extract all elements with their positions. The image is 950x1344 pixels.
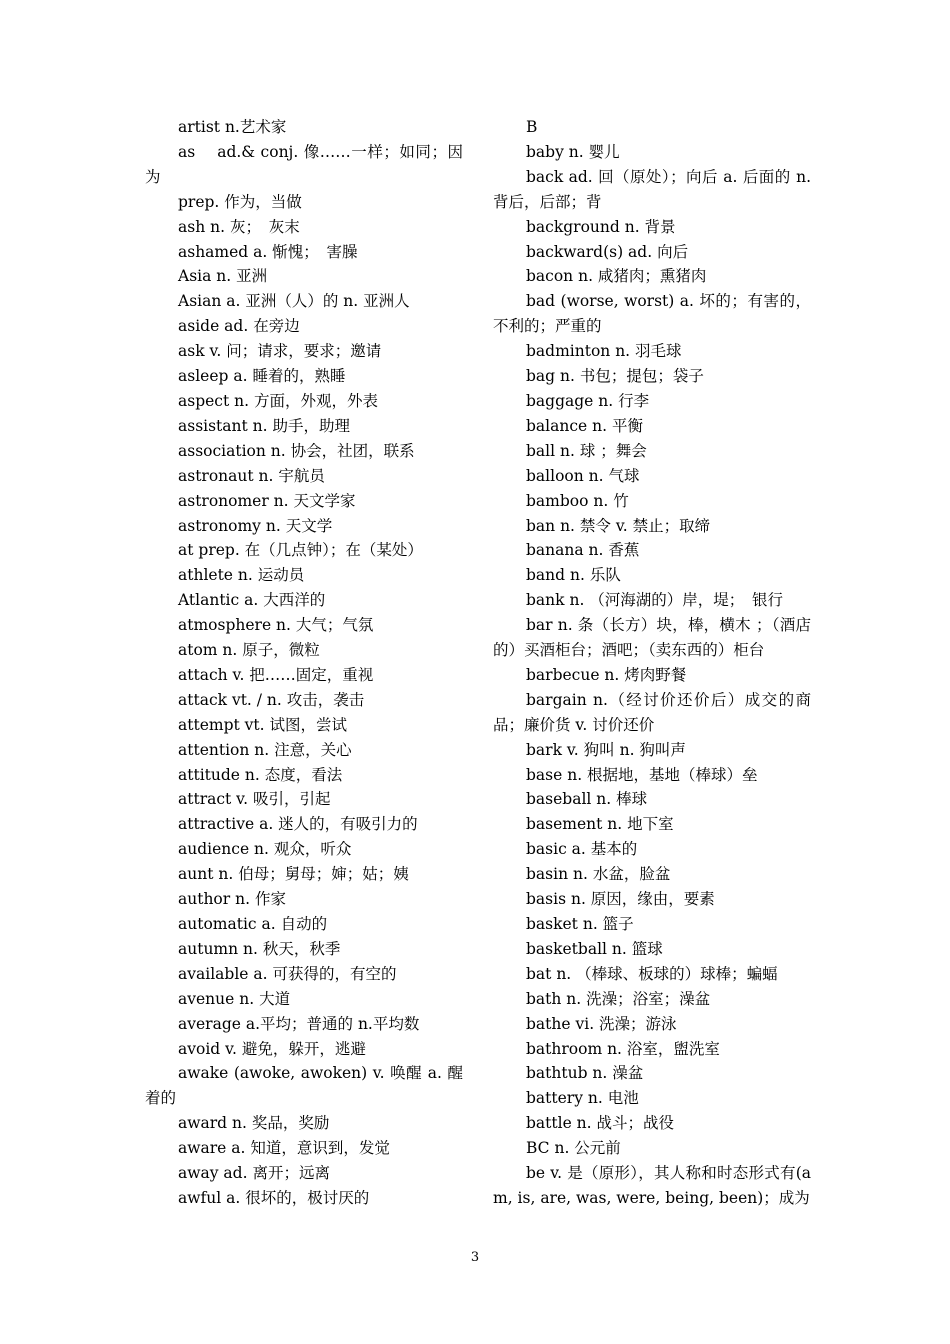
- entry-bad: bad (worse, worst) a. 坏的；有害的，不利的；严重的: [493, 292, 811, 336]
- entry-author: author n. 作家: [178, 890, 286, 909]
- entry-avoid: avoid v. 避免，躲开，逃避: [178, 1039, 366, 1058]
- entry-badminton: badminton n. 羽毛球: [526, 342, 682, 361]
- entry-back: back ad. 回（原处）；向后 a. 后面的 n. 背后，后部；背: [493, 167, 811, 211]
- entry-assistant: assistant n. 助手，助理: [178, 416, 351, 435]
- entry-astronomer: astronomer n. 天文学家: [178, 491, 356, 510]
- entry-atmosphere: atmosphere n. 大气；气氛: [178, 616, 374, 635]
- entry-be: be v. 是（原形），其人称和时态形式有(am, is, are, was, were, being, been)；成为: [493, 1164, 811, 1207]
- entry-available: available a. 可获得的，有空的: [178, 964, 397, 983]
- entry-baggage: baggage n. 行李: [526, 391, 650, 410]
- entry-bank: bank n. （河海湖的）岸，堤； 银行: [526, 591, 784, 610]
- entry-astronaut: astronaut n. 宇航员: [178, 466, 325, 485]
- entry-bc: BC n. 公元前: [526, 1139, 621, 1158]
- entry-ban: ban n. 禁令 v. 禁止；取缔: [526, 516, 711, 535]
- entry-awful: awful a. 很坏的，极讨厌的: [178, 1188, 370, 1207]
- entry-ball: ball n. 球 ；舞会: [526, 441, 647, 460]
- entry-attractive: attractive a. 迷人的，有吸引力的: [178, 815, 418, 834]
- entry-baby: baby n. 婴儿: [526, 142, 620, 161]
- entry-autumn: autumn n. 秋天，秋季: [178, 939, 341, 958]
- entry-average: average a.平均；普通的 n.平均数: [178, 1014, 420, 1033]
- entry-bat: bat n. （棒球、板球的）球棒；蝙蝠: [526, 964, 778, 983]
- entry-basin: basin n. 水盆，脸盆: [526, 865, 671, 884]
- entry-aunt: aunt n. 伯母；舅母；婶；姑；姨: [178, 865, 409, 884]
- entry-asia: Asia n. 亚洲: [178, 267, 268, 286]
- entry-band: band n. 乐队: [526, 566, 621, 585]
- entry-attack: attack vt. / n. 攻击，袭击: [178, 690, 365, 709]
- entry-attempt: attempt vt. 试图，尝试: [178, 715, 347, 734]
- entry-bathe: bathe vi. 洗澡；游泳: [526, 1014, 677, 1033]
- entry-aspect: aspect n. 方面，外观，外表: [178, 391, 378, 410]
- entry-asleep: asleep a. 睡着的，熟睡: [178, 367, 346, 386]
- entry-battery: battery n. 电池: [526, 1089, 639, 1108]
- entry-as-prep: prep. 作为，当做: [178, 192, 302, 211]
- entry-award: award n. 奖品，奖励: [178, 1114, 330, 1133]
- section-heading-b: B: [526, 118, 538, 136]
- entry-basic: basic a. 基本的: [526, 840, 638, 859]
- entry-balloon: balloon n. 气球: [526, 466, 640, 485]
- entry-base: base n. 根据地，基地（棒球）垒: [526, 765, 758, 784]
- entry-bamboo: bamboo n. 竹: [526, 491, 629, 510]
- entry-banana: banana n. 香蕉: [526, 541, 640, 560]
- entry-ask: ask v. 问；请求，要求；邀请: [178, 342, 382, 361]
- entry-bargain: bargain n.（经讨价还价后）成交的商品；廉价货 v. 讨价还价: [493, 690, 811, 734]
- entry-backwards: backward(s) ad. 向后: [526, 242, 689, 261]
- left-column: [145, 115, 463, 1211]
- entry-balance: balance n. 平衡: [526, 416, 643, 435]
- entry-barbecue: barbecue n. 烤肉野餐: [526, 665, 687, 684]
- entry-bathroom: bathroom n. 浴室，盥洗室: [526, 1039, 720, 1058]
- entry-artist: artist n.艺术家: [178, 118, 287, 136]
- entry-bag: bag n. 书包；提包；袋子: [526, 367, 704, 386]
- entry-aside: aside ad. 在旁边: [178, 317, 300, 336]
- entry-away: away ad. 离开；远离: [178, 1164, 330, 1183]
- entry-background: background n. 背景: [526, 217, 676, 236]
- entry-at: at prep. 在（几点钟）；在（某处）: [178, 541, 423, 560]
- entry-bathtub: bathtub n. 澡盆: [526, 1064, 644, 1083]
- entry-awake: awake (awoke, awoken) v. 唤醒 a. 醒着的: [145, 1064, 463, 1108]
- entry-battle: battle n. 战斗；战役: [526, 1114, 675, 1133]
- entry-baseball: baseball n. 棒球: [526, 790, 648, 809]
- entry-association: association n. 协会，社团，联系: [178, 441, 415, 460]
- entry-atom: atom n. 原子，微粒: [178, 641, 320, 660]
- entry-bark: bark v. 狗叫 n. 狗叫声: [526, 740, 686, 759]
- entry-attitude: attitude n. 态度，看法: [178, 765, 343, 784]
- entry-basketball: basketball n. 篮球: [526, 939, 663, 958]
- entry-atlantic: Atlantic a. 大西洋的: [178, 591, 326, 610]
- entry-attention: attention n. 注意，关心: [178, 740, 352, 759]
- entry-ash: ash n. 灰； 灰末: [178, 217, 300, 236]
- entry-ashamed: ashamed a. 惭愧； 害臊: [178, 242, 358, 261]
- entry-asian: Asian a. 亚洲（人）的 n. 亚洲人: [178, 292, 410, 311]
- entry-athlete: athlete n. 运动员: [178, 566, 305, 585]
- entry-bacon: bacon n. 咸猪肉；熏猪肉: [526, 267, 707, 286]
- entry-basis: basis n. 原因，缘由，要素: [526, 890, 715, 909]
- entry-automatic: automatic a. 自动的: [178, 915, 328, 933]
- entry-attach: attach v. 把……固定，重视: [178, 665, 374, 684]
- entry-basket: basket n. 篮子: [526, 915, 634, 933]
- entry-audience: audience n. 观众，听众: [178, 840, 352, 859]
- entry-basement: basement n. 地下室: [526, 815, 674, 834]
- entry-bath: bath n. 洗澡；浴室；澡盆: [526, 989, 711, 1008]
- entry-as: as ad.& conj. 像……一样；如同；因为: [145, 142, 463, 186]
- entry-aware: aware a. 知道，意识到，发觉: [178, 1139, 390, 1158]
- entry-bar: bar n. 条（长方）块，棒，横木 ；（酒店的）买酒柜台；酒吧；（卖东西的）柜台: [493, 616, 811, 660]
- entry-avenue: avenue n. 大道: [178, 989, 291, 1008]
- entry-attract: attract v. 吸引，引起: [178, 790, 331, 809]
- page-number: 3: [470, 1250, 480, 1265]
- right-column: [493, 115, 811, 1211]
- entry-astronomy: astronomy n. 天文学: [178, 516, 333, 535]
